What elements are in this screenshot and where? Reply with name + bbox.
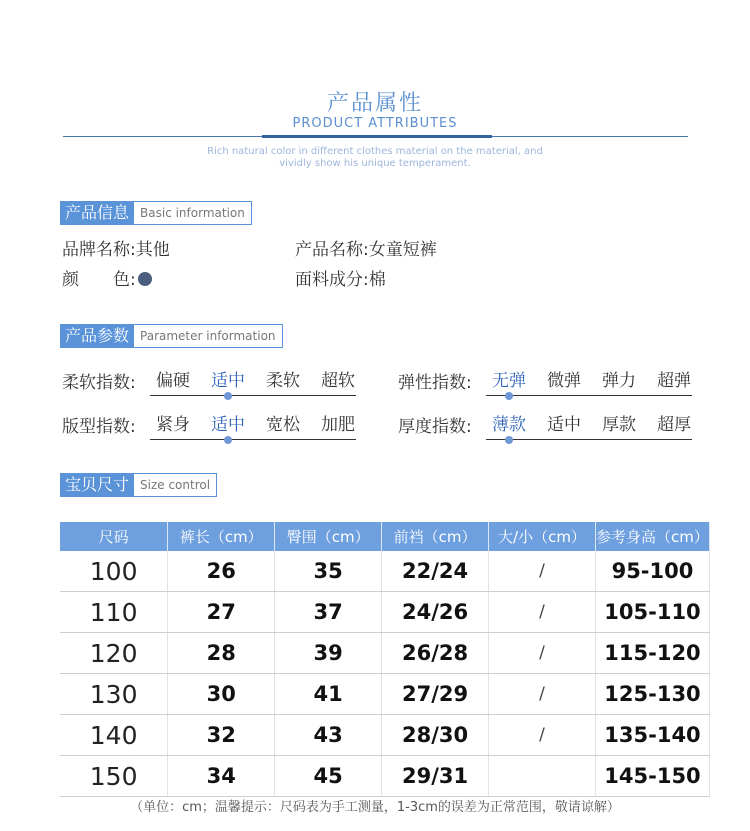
scale-marker [505, 392, 513, 400]
page-subtitle: PRODUCT ATTRIBUTES [292, 116, 458, 131]
product-value: 女童短裤 [368, 240, 437, 260]
softness-scale [150, 366, 356, 402]
hip-cell: 35 [275, 551, 382, 592]
scale-marker [224, 392, 232, 400]
scale-option: 适中 [547, 415, 581, 435]
scale-option: 宽松 [266, 415, 300, 435]
section-size-control [60, 473, 217, 497]
color-label: 颜 色: [62, 270, 136, 290]
size-cell: 140 [60, 715, 168, 756]
scale-line [150, 439, 356, 440]
table-row [60, 674, 710, 715]
fabric-value: 棉 [368, 270, 386, 290]
fit-scale [150, 410, 356, 446]
fit-label: 版型指数: [62, 417, 136, 437]
elasticity-scale [486, 366, 692, 402]
size-cell: 130 [60, 674, 168, 715]
brand-row [62, 235, 170, 260]
fabric-row [295, 265, 386, 290]
rise-cell: 27/29 [382, 674, 489, 715]
table-row [60, 756, 710, 797]
size-cell: 150 [60, 756, 168, 797]
color-row [62, 265, 152, 290]
scale-option: 适中 [211, 415, 245, 435]
size-cell: 110 [60, 592, 168, 633]
header-divider-accent [262, 135, 492, 138]
scale-line [150, 395, 356, 396]
rise-cell: 22/24 [382, 551, 489, 592]
size-cell: 120 [60, 633, 168, 674]
column-header: 参考身高（cm） [595, 522, 709, 551]
table-row [60, 592, 710, 633]
size-cell: 100 [60, 551, 168, 592]
big-small-cell [489, 756, 596, 797]
size-table-header [60, 522, 710, 551]
length-cell: 27 [168, 592, 275, 633]
scale-option: 偏硬 [156, 371, 190, 391]
thickness-label: 厚度指数: [398, 417, 472, 437]
section-basic-info [60, 201, 252, 225]
header-note-line-1: Rich natural color in different clothes material on the material, and [207, 146, 543, 157]
brand-label: 品牌名称: [62, 240, 136, 260]
length-cell: 34 [168, 756, 275, 797]
section-title-cn: 产品信息 [60, 201, 134, 225]
table-row [60, 551, 710, 592]
column-header: 尺码 [60, 522, 168, 551]
column-header: 臀围（cm） [275, 522, 382, 551]
rise-cell: 29/31 [382, 756, 489, 797]
column-header: 大/小（cm） [489, 522, 596, 551]
size-table [60, 522, 710, 797]
big-small-cell: / [489, 592, 596, 633]
header-note [200, 146, 550, 170]
scale-option: 超厚 [657, 415, 691, 435]
length-cell: 28 [168, 633, 275, 674]
scale-option: 厚款 [602, 415, 636, 435]
section-title-en: Size control [134, 473, 217, 497]
length-cell: 30 [168, 674, 275, 715]
scale-option: 柔软 [266, 371, 300, 391]
big-small-cell: / [489, 633, 596, 674]
fabric-label: 面料成分: [295, 270, 369, 290]
scale-marker [505, 436, 513, 444]
color-swatch [138, 272, 152, 286]
height-cell: 145-150 [595, 756, 709, 797]
scale-line [486, 439, 692, 440]
height-cell: 95-100 [595, 551, 709, 592]
height-cell: 135-140 [595, 715, 709, 756]
scale-option: 无弹 [492, 371, 526, 391]
height-cell: 115-120 [595, 633, 709, 674]
scale-option: 弹力 [602, 371, 636, 391]
scale-option: 微弹 [547, 371, 581, 391]
scale-option: 紧身 [156, 415, 190, 435]
length-cell: 32 [168, 715, 275, 756]
column-header: 前裆（cm） [382, 522, 489, 551]
hip-cell: 41 [275, 674, 382, 715]
brand-value: 其他 [135, 240, 170, 260]
product-row [295, 235, 437, 260]
scale-option: 超弹 [657, 371, 691, 391]
product-label: 产品名称: [295, 240, 369, 260]
rise-cell: 26/28 [382, 633, 489, 674]
softness-label: 柔软指数: [62, 373, 136, 393]
header-note-line-2: vividly show his unique temperament. [279, 158, 471, 169]
hip-cell: 37 [275, 592, 382, 633]
section-title-cn: 产品参数 [60, 324, 134, 348]
page-title: 产品属性 [326, 91, 423, 116]
elasticity-label: 弹性指数: [398, 373, 472, 393]
section-title-en: Parameter information [134, 324, 283, 348]
scale-line [486, 395, 692, 396]
size-footnote: （单位：cm；温馨提示：尺码表为手工测量，1-3cm的误差为正常范围，敬请谅解） [130, 800, 620, 815]
scale-option: 薄款 [492, 415, 526, 435]
big-small-cell: / [489, 551, 596, 592]
scale-option: 加肥 [321, 415, 355, 435]
length-cell: 26 [168, 551, 275, 592]
column-header: 裤长（cm） [168, 522, 275, 551]
big-small-cell: / [489, 715, 596, 756]
big-small-cell: / [489, 674, 596, 715]
height-cell: 125-130 [595, 674, 709, 715]
section-title-en: Basic information [134, 201, 252, 225]
height-cell: 105-110 [595, 592, 709, 633]
hip-cell: 45 [275, 756, 382, 797]
section-parameter-info [60, 324, 283, 348]
hip-cell: 39 [275, 633, 382, 674]
thickness-scale [486, 410, 692, 446]
rise-cell: 28/30 [382, 715, 489, 756]
section-title-cn: 宝贝尺寸 [60, 473, 134, 497]
table-row [60, 633, 710, 674]
scale-option: 适中 [211, 371, 245, 391]
table-row [60, 715, 710, 756]
rise-cell: 24/26 [382, 592, 489, 633]
scale-option: 超软 [321, 371, 355, 391]
hip-cell: 43 [275, 715, 382, 756]
scale-marker [224, 436, 232, 444]
